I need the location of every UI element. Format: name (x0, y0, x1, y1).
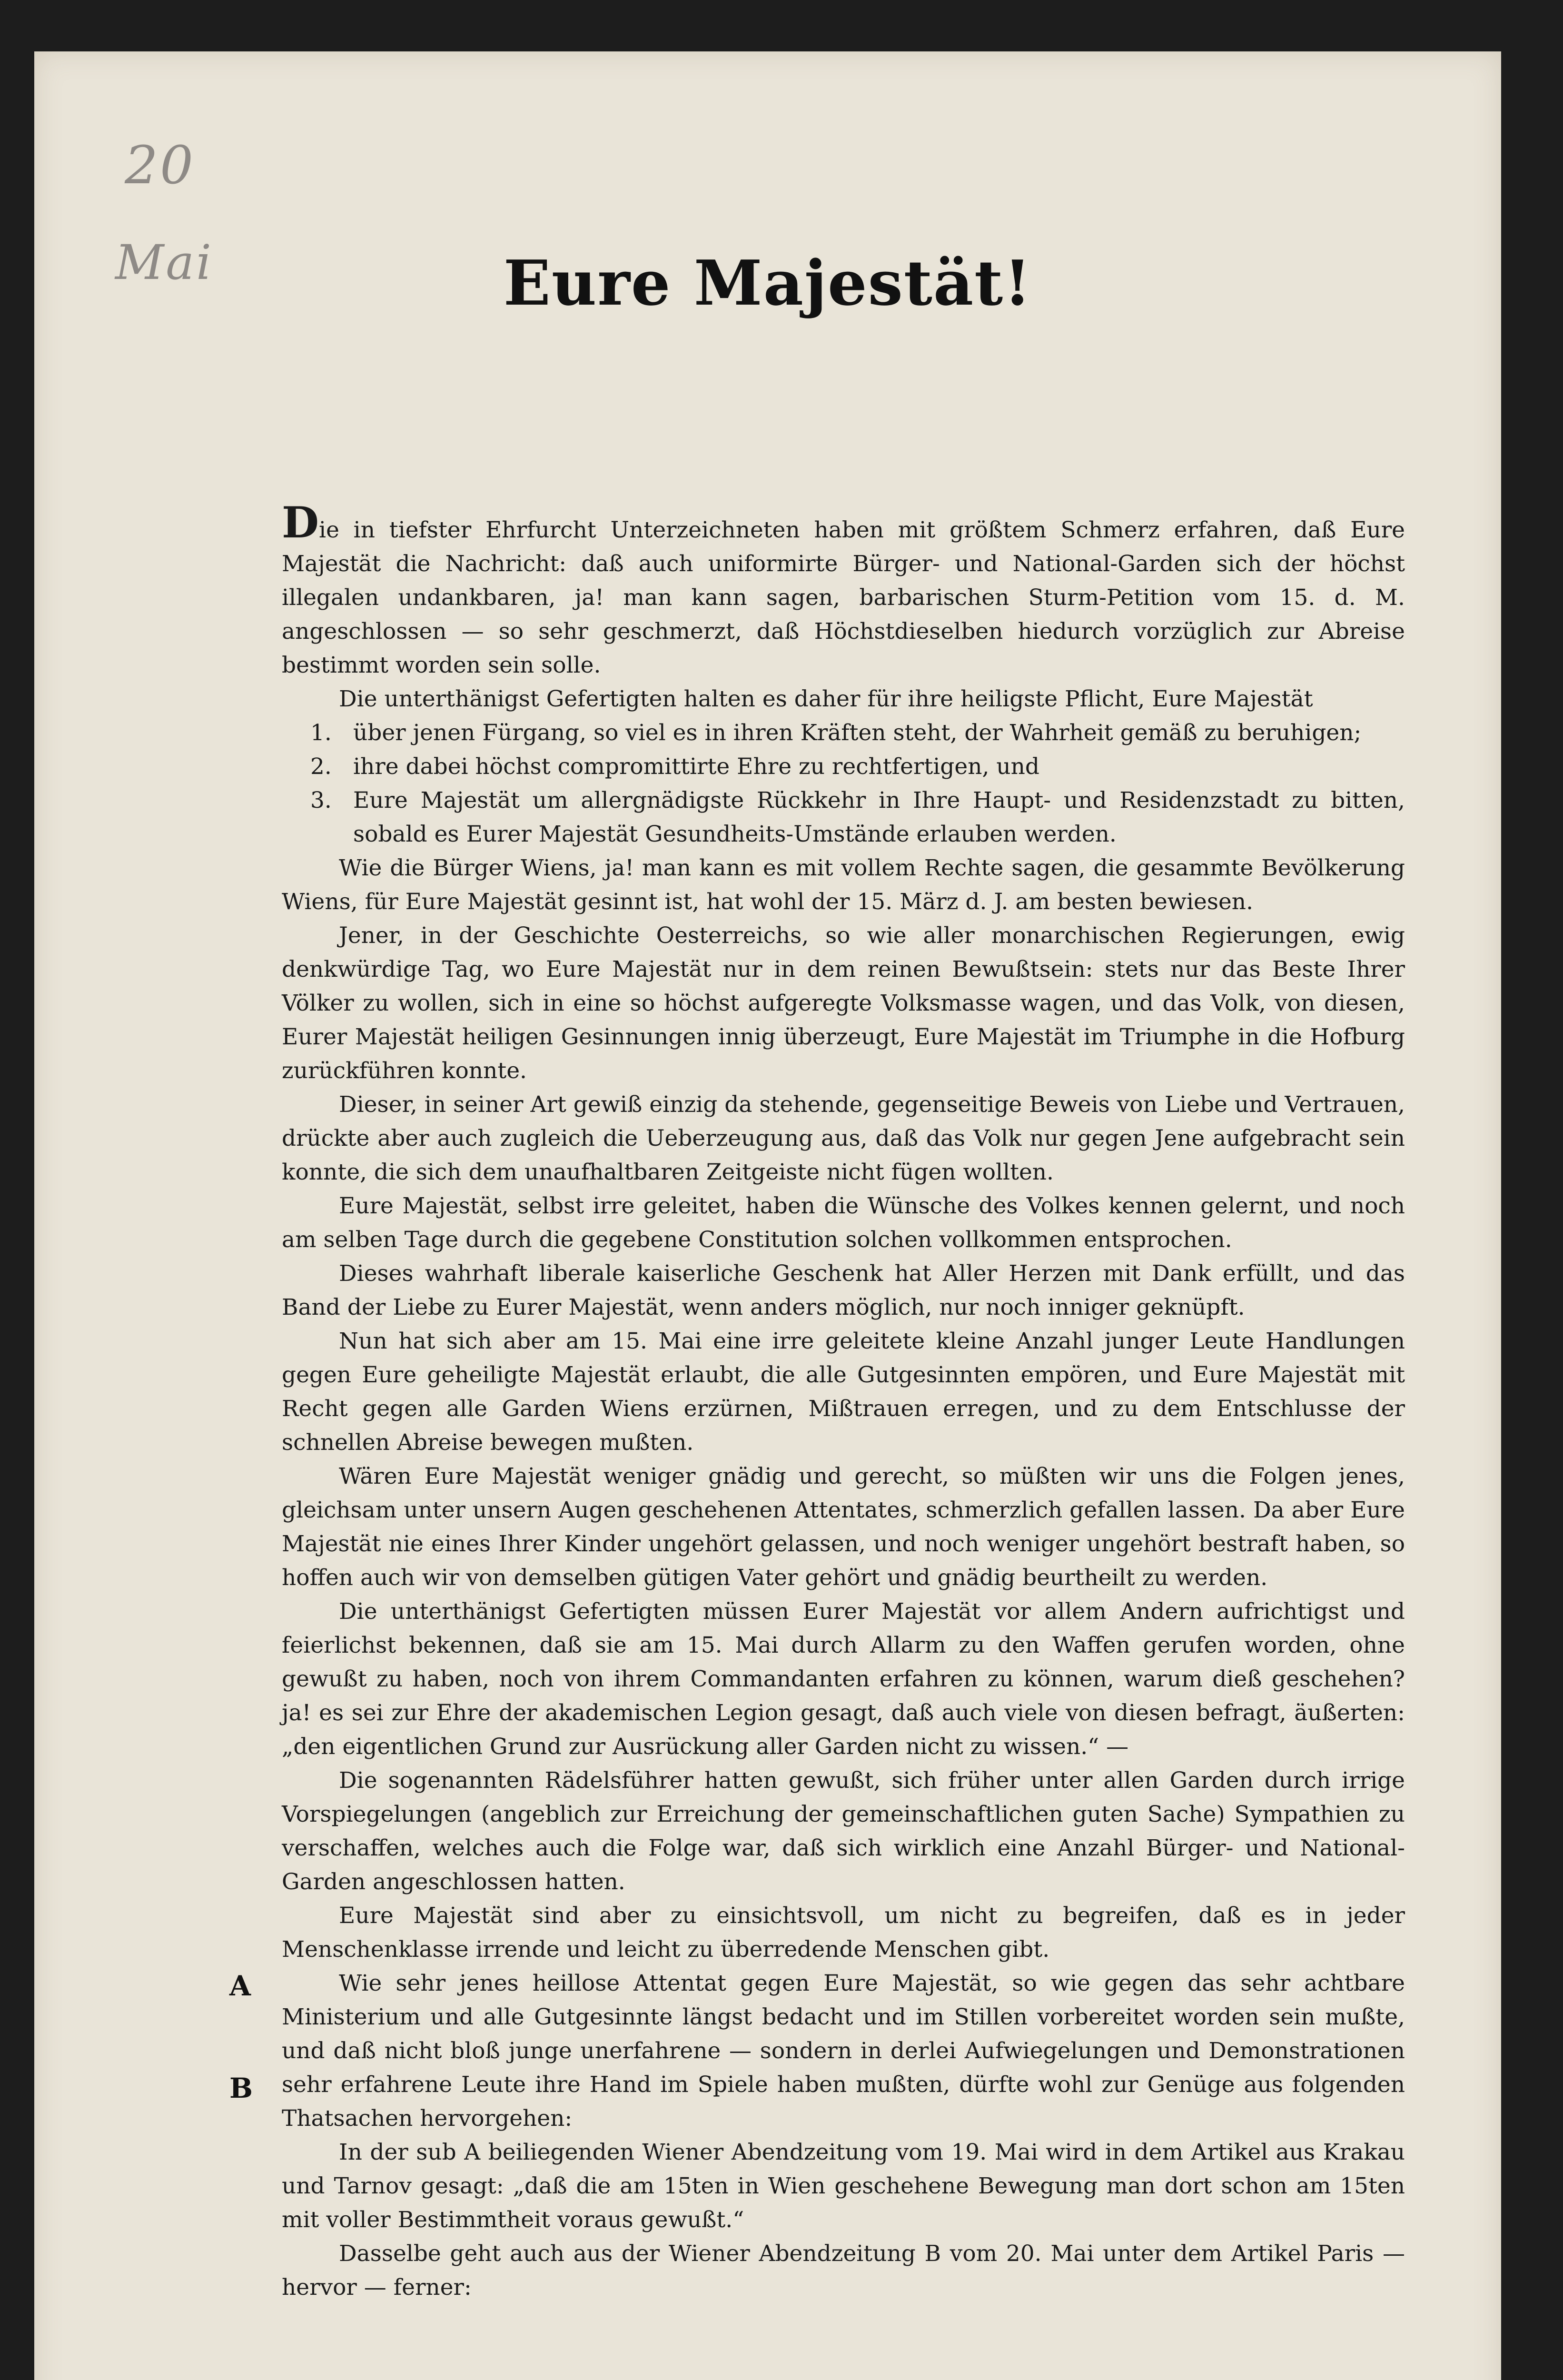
paragraph-10: Die unterthänigst Gefertigten müssen Eurer Majestät vor allem Andern aufrichtigst und feierlichst bekennen, daß sie am 15. Mai durch Allarm zu den Waffen gerufen worden, ohne gewußt zu haben, noch von ihrem Commandanten erfahren zu können, warum dieß geschehen? ja! es sei zur Ehre der akademischen Legion gesagt, daß auch viele von diesen befragt, äußerten: „den eigentlichen Grund zur Ausrückung aller Garden nicht zu wissen.“ — (282, 1598, 1405, 1760)
paragraph-6: Eure Majestät, selbst irre geleitet, haben die Wünsche des Volkes kennen gelernt, und noch am selben Tage durch die gegebene Constitution solchen vollkommen entsprochen. (282, 1193, 1405, 1253)
paragraph-1 (282, 497, 1405, 682)
handwritten-month: Mai (115, 235, 213, 290)
paragraph-13: Wie sehr jenes heillose Attentat gegen Eure Majestät, so wie gegen das sehr achtbare Ministerium und alle Gutgesinnte längst bedacht und im Stillen vorbereitet worden sein mußte, und daß nicht bloß junge unerfahrene — sondern in derlei Aufwiegelungen und Demonstrationen sehr erfahrene Leute ihre Hand im Spiele haben mußten, dürfte wohl zur Genüge aus folgenden Thatsachen hervorgehen: (282, 1970, 1405, 2132)
list-text: Eure Majestät um allergnädigste Rückkehr in Ihre Haupt- und Residenzstadt zu bitten, sobald es Eurer Majestät Gesundheits-Umstände erlauben werden. (353, 787, 1405, 847)
paragraph-3: Wie die Bürger Wiens, ja! man kann es mit vollem Rechte sagen, die gesammte Bevölkerung Wiens, für Eure Majestät gesinnt ist, hat wohl der 15. März d. J. am besten bewiesen. (282, 855, 1405, 915)
paragraph-1-text: ie in tiefster Ehrfurcht Unterzeichneten haben mit größtem Schmerz erfahren, daß Eure Majestät die Nachricht: daß auch uniformirte Bürger- und National-Garden sich der höchst illegalen undankbaren, ja! man kann sagen, barbarischen Sturm-Petition vom 15. d. M. angeschlossen — so sehr geschmerzt, daß Höchstdieselben hiedurch vorzüglich zur Abreise bestimmt worden sein solle. (282, 517, 1405, 678)
paragraph-14: In der sub A beiliegenden Wiener Abendzeitung vom 19. Mai wird in dem Artikel aus Krakau und Tarnov gesagt: „daß die am 15ten in Wien geschehene Bewegung man dort schon am 15ten mit voller Bestimmtheit voraus gewußt.“ (282, 2139, 1405, 2233)
document-body (282, 497, 1405, 2304)
list-number: 1. (310, 720, 332, 746)
list-item (282, 716, 1405, 750)
list-item (282, 783, 1405, 851)
paragraph-8: Nun hat sich aber am 15. Mai eine irre geleitete kleine Anzahl junger Leute Handlungen gegen Eure geheiligte Majestät erlaubt, die alle Gutgesinnten empören, und Eure Majestät mit Recht gegen alle Garden Wiens erzürnen, Mißtrauen erregen, und zu dem Entschlusse der schnellen Abreise bewegen mußten. (282, 1328, 1405, 1456)
paragraph-12: Eure Majestät sind aber zu einsichtsvoll, um nicht zu begreifen, daß es in jeder Menschenklasse irrende und leicht zu überredende Menschen gibt. (282, 1903, 1405, 1963)
list-text: ihre dabei höchst compromittirte Ehre zu rechtfertigen, und (353, 754, 1039, 780)
list-text: über jenen Fürgang, so viel es in ihren Kräften steht, der Wahrheit gemäß zu beruhigen; (353, 720, 1362, 746)
paragraph-15: Dasselbe geht auch aus der Wiener Abendzeitung B vom 20. Mai unter dem Artikel Paris — hervor — ferner: (282, 2241, 1405, 2301)
paragraph-2: Die unterthänigst Gefertigten halten es daher für ihre heiligste Pflicht, Eure Majestät (339, 686, 1313, 712)
paragraph-4: Jener, in der Geschichte Oesterreichs, so wie aller monarchischen Regierungen, ewig denkwürdige Tag, wo Eure Majestät nur in dem reinen Bewußtsein: stets nur das Beste Ihrer Völker zu wollen, sich in eine so höchst aufgeregte Volksmasse wagen, und das Volk, von diesen, Eurer Majestät heiligen Gesinnungen innig überzeugt, Eure Majestät im Triumphe in die Hofburg zurückführen konnte. (282, 922, 1405, 1084)
list-number: 3. (310, 787, 332, 813)
drop-cap: D (282, 497, 319, 548)
document-page (34, 51, 1501, 2380)
list-item (282, 750, 1405, 783)
margin-marker-a: A (229, 1970, 251, 2002)
document-title: Eure Majestät! (503, 247, 1032, 319)
paragraph-9: Wären Eure Majestät weniger gnädig und gerecht, so müßten wir uns die Folgen jenes, gleichsam unter unsern Augen geschehenen Attentates, schmerzlich gefallen lassen. Da aber Eure Majestät nie eines Ihrer Kinder ungehört gelassen, und noch weniger ungehört bestraft haben, so hoffen auch wir von demselben gütigen Vater gehört und gnädig beurtheilt zu werden. (282, 1463, 1405, 1591)
handwritten-number: 20 (125, 135, 195, 196)
list-number: 2. (310, 754, 332, 780)
margin-marker-b: B (229, 2072, 253, 2104)
paragraph-5: Dieser, in seiner Art gewiß einzig da stehende, gegenseitige Beweis von Liebe und Vertrauen, drückte aber auch zugleich die Ueberzeugung aus, daß das Volk nur gegen Jene aufgebracht sein konnte, die sich dem unaufhaltbaren Zeitgeiste nicht fügen wollten. (282, 1091, 1405, 1185)
request-list (282, 716, 1405, 851)
paragraph-7: Dieses wahrhaft liberale kaiserliche Geschenk hat Aller Herzen mit Dank erfüllt, und das Band der Liebe zu Eurer Majestät, wenn anders möglich, nur noch inniger geknüpft. (282, 1260, 1405, 1320)
paragraph-11: Die sogenannten Rädelsführer hatten gewußt, sich früher unter allen Garden durch irrige Vorspiegelungen (angeblich zur Erreichung der gemeinschaftlichen guten Sache) Sympathien zu verschaffen, welches auch die Folge war, daß sich wirklich eine Anzahl Bürger- und National-Garden angeschlossen hatten. (282, 1767, 1405, 1895)
